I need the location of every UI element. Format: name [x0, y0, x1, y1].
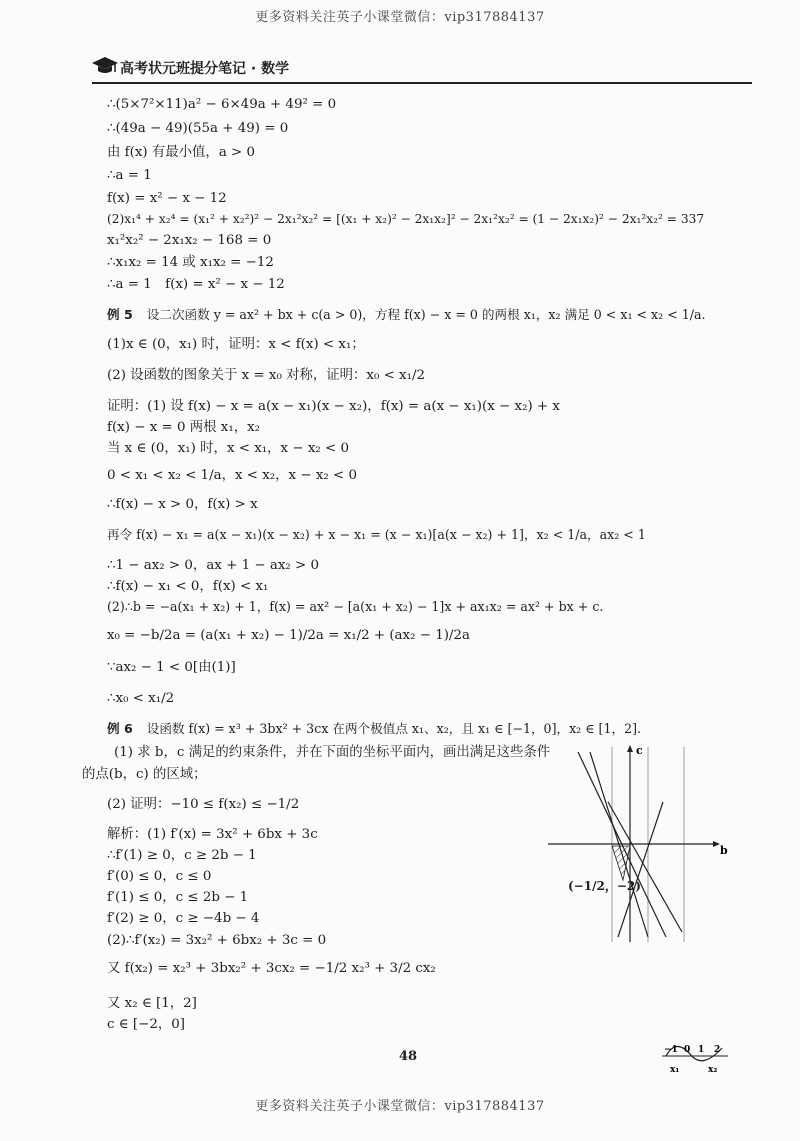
example-6-statement — [107, 720, 641, 738]
tick-label: −1 — [664, 1045, 678, 1055]
cubic-sketch — [660, 1040, 730, 1076]
text-line: f′(2) ≥ 0，c ≥ −4b − 4 — [107, 911, 260, 926]
text-line: 又 f(x₂) = x₂³ + 3bx₂² + 3cx₂ = −1/2 x₂³ + 3/2 cx₂ — [107, 961, 436, 976]
text-line: ∴(5×7²×11)a² − 6×49a + 49² = 0 — [107, 97, 337, 112]
axis-label-b: b — [720, 844, 728, 857]
text-line: x₀ = −b/2a = (a(x₁ + x₂) − 1)/2a = x₁/2 + (ax₂ − 1)/2a — [107, 628, 470, 643]
text-line: x₁²x₂² − 2x₁x₂ − 168 = 0 — [107, 233, 272, 248]
text-line: (1)x ∈ (0，x₁) 时，证明：x < f(x) < x₁； — [107, 337, 365, 352]
text-line: 设二次函数 y = ax² + bx + c(a > 0)，方程 f(x) − x = 0 的两根 x₁，x₂ 满足 0 < x₁ < x₂ < 1/a. — [146, 307, 706, 322]
root-label: x₁ — [670, 1065, 680, 1075]
text-line: ∴1 − ax₂ > 0，ax + 1 − ax₂ > 0 — [107, 558, 319, 573]
text-line: ∴a = 1 f(x) = x² − x − 12 — [107, 277, 285, 292]
text-line: (2)x₁⁴ + x₂⁴ = (x₁² + x₂²)² − 2x₁²x₂² = [(x₁ + x₂)² − 2x₁x₂]² − 2x₁²x₂² = (1 − 2x₁x₂)² − 2x₁²x₂² = 337 — [107, 212, 705, 226]
text-line: ∴f(x) − x > 0，f(x) > x — [107, 497, 258, 512]
text-line: f′(0) ≤ 0，c ≤ 0 — [107, 869, 212, 884]
text-line: (1) 求 b，c 满足的约束条件，并在下面的坐标平面内，画出满足这些条件 — [114, 745, 551, 760]
feasible-region-graph — [548, 742, 728, 942]
point-annotation: (−1/2，−2) — [568, 879, 641, 893]
text-line: 当 x ∈ (0，x₁) 时，x < x₁，x − x₂ < 0 — [107, 441, 349, 456]
watermark-bottom: 更多资料关注英子小课堂微信：vip317884137 — [255, 1099, 545, 1114]
text-line: ∴x₀ < x₁/2 — [107, 691, 175, 706]
tick-label: 2 — [714, 1045, 721, 1055]
page-number: 48 — [398, 1049, 418, 1064]
text-line: 又 x₂ ∈ [1，2] — [107, 996, 197, 1011]
text-line: ∴(49a − 49)(55a + 49) = 0 — [107, 121, 289, 136]
tick-label: 0 — [684, 1045, 691, 1055]
watermark-top: 更多资料关注英子小课堂微信：vip317884137 — [255, 10, 545, 25]
text-line: ∵ax₂ − 1 < 0[由(1)] — [107, 660, 236, 675]
example-label: 例 5 — [107, 307, 133, 322]
header-rule — [92, 82, 752, 84]
text-line: (2)∴f′(x₂) = 3x₂² + 6bx₂ + 3c = 0 — [107, 933, 327, 948]
example-5-statement — [107, 306, 706, 324]
header-title: 高考状元班提分笔记 · 数学 — [120, 61, 290, 77]
text-line: f′(1) ≤ 0，c ≤ 2b − 1 — [107, 890, 249, 905]
text-line: c ∈ [−2，0] — [107, 1017, 186, 1032]
text-line: ∴a = 1 — [107, 168, 152, 183]
text-line: (2) 设函数的图象关于 x = x₀ 对称，证明：x₀ < x₁/2 — [107, 368, 426, 383]
text-line: 再令 f(x) − x₁ = a(x − x₁)(x − x₂) + x − x₁ = (x − x₁)[a(x − x₂) + 1]，x₂ < 1/a，ax₂ < 1 — [107, 527, 646, 542]
text-line: 证明：(1) 设 f(x) − x = a(x − x₁)(x − x₂)，f(x) = a(x − x₁)(x − x₂) + x — [107, 399, 560, 414]
text-line: 的点(b，c) 的区域； — [82, 767, 207, 782]
page-header — [92, 52, 748, 82]
text-line: 解析：(1) f′(x) = 3x² + 6bx + 3c — [107, 827, 318, 842]
text-line: 设函数 f(x) = x³ + 3bx² + 3cx 在两个极值点 x₁、x₂，且 x₁ ∈ [−1，0]，x₂ ∈ [1，2]. — [146, 721, 641, 736]
text-line: f(x) = x² − x − 12 — [107, 191, 227, 206]
text-line: f(x) − x = 0 两根 x₁，x₂ — [107, 420, 261, 435]
text-line: 0 < x₁ < x₂ < 1/a，x < x₂，x − x₂ < 0 — [107, 468, 358, 483]
tick-label: 1 — [698, 1045, 705, 1055]
text-line: (2) 证明：−10 ≤ f(x₂) ≤ −1/2 — [107, 797, 300, 812]
text-line: ∴f(x) − x₁ < 0，f(x) < x₁ — [107, 579, 269, 594]
graduation-cap-icon — [92, 54, 118, 76]
axis-label-c: c — [636, 744, 643, 757]
text-line: ∴f′(1) ≥ 0，c ≥ 2b − 1 — [107, 848, 257, 863]
root-label: x₂ — [708, 1065, 718, 1075]
text-line: 由 f(x) 有最小值，a > 0 — [107, 145, 256, 160]
example-label: 例 6 — [107, 721, 133, 736]
text-line: ∴x₁x₂ = 14 或 x₁x₂ = −12 — [107, 255, 274, 270]
text-line: (2)∴b = −a(x₁ + x₂) + 1，f(x) = ax² − [a(x₁ + x₂) − 1]x + ax₁x₂ = ax² + bx + c. — [107, 599, 604, 614]
